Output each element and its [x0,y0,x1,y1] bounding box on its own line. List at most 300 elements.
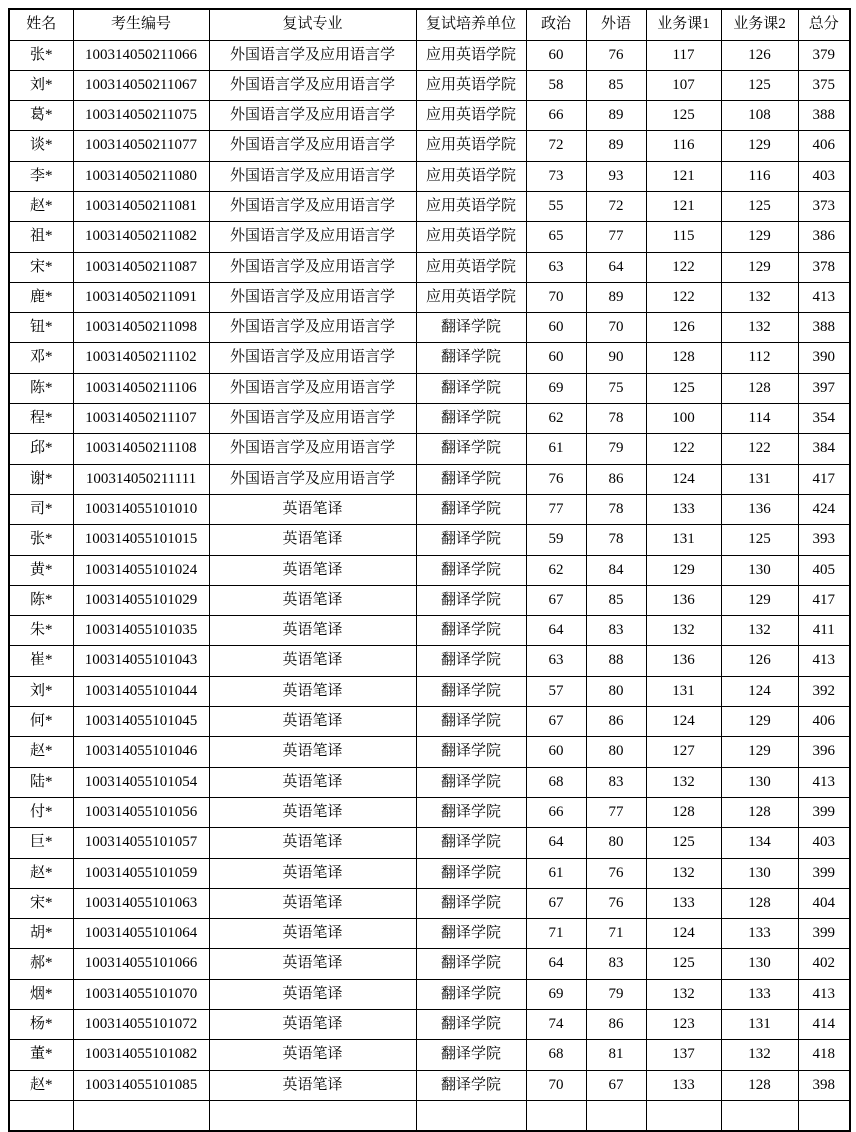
table-cell-total: 399 [798,919,850,949]
table-cell-empty [646,1100,721,1130]
table-row [9,949,850,979]
table-cell-foreign-language: 70 [586,313,646,343]
table-cell-foreign-language: 80 [586,828,646,858]
table-row [9,828,850,858]
table-cell-candidate-id: 100314055101024 [73,555,209,585]
table-row [9,464,850,494]
table-cell-course2: 128 [721,373,798,403]
table-cell-unit: 翻译学院 [416,1010,526,1040]
table-cell-candidate-id: 100314055101059 [73,858,209,888]
table-cell-course1: 129 [646,555,721,585]
table-cell-politics: 74 [526,1010,586,1040]
table-cell-foreign-language: 89 [586,101,646,131]
table-cell-politics: 63 [526,646,586,676]
table-cell-foreign-language: 71 [586,919,646,949]
table-cell-unit: 翻译学院 [416,707,526,737]
table-cell-candidate-id: 100314050211082 [73,222,209,252]
table-cell-major: 外国语言学及应用语言学 [209,282,416,312]
table-cell-course2: 129 [721,707,798,737]
table-cell-name: 黄* [9,555,73,585]
table-cell-candidate-id: 100314055101057 [73,828,209,858]
table-cell-course2: 130 [721,555,798,585]
table-cell-politics: 66 [526,797,586,827]
table-cell-course2: 126 [721,646,798,676]
table-cell-foreign-language: 80 [586,676,646,706]
table-cell-candidate-id: 100314055101070 [73,979,209,1009]
table-cell-foreign-language: 79 [586,979,646,1009]
table-cell-major: 外国语言学及应用语言学 [209,131,416,161]
table-cell-course2: 114 [721,404,798,434]
table-cell-unit: 应用英语学院 [416,40,526,70]
table-cell-unit: 翻译学院 [416,767,526,797]
table-cell-course1: 133 [646,888,721,918]
table-cell-candidate-id: 100314055101045 [73,707,209,737]
table-cell-course1: 124 [646,707,721,737]
table-cell-unit: 翻译学院 [416,828,526,858]
table-cell-candidate-id: 100314055101035 [73,616,209,646]
table-cell-politics: 57 [526,676,586,706]
table-cell-foreign-language: 84 [586,555,646,585]
table-cell-course1: 122 [646,252,721,282]
table-cell-unit: 翻译学院 [416,979,526,1009]
table-cell-course1: 131 [646,525,721,555]
table-cell-candidate-id: 100314055101056 [73,797,209,827]
table-cell-course2: 131 [721,464,798,494]
table-cell-candidate-id: 100314055101064 [73,919,209,949]
table-row [9,101,850,131]
table-cell-name: 赵* [9,1070,73,1100]
table-cell-unit: 翻译学院 [416,494,526,524]
table-cell-course1: 124 [646,919,721,949]
table-cell-name: 谈* [9,131,73,161]
table-cell-politics: 61 [526,434,586,464]
table-cell-total: 403 [798,828,850,858]
table-cell-unit: 应用英语学院 [416,70,526,100]
table-row [9,707,850,737]
table-cell-candidate-id: 100314050211080 [73,161,209,191]
table-cell-name: 谢* [9,464,73,494]
table-cell-name: 付* [9,797,73,827]
table-body [9,40,850,1131]
table-cell-major: 英语笔译 [209,979,416,1009]
table-cell-empty [209,1100,416,1130]
table-cell-course1: 125 [646,101,721,131]
table-cell-course2: 132 [721,282,798,312]
table-cell-total: 398 [798,1070,850,1100]
table-cell-candidate-id: 100314050211102 [73,343,209,373]
table-cell-course2: 132 [721,1040,798,1070]
table-cell-name: 鹿* [9,282,73,312]
table-cell-major: 英语笔译 [209,585,416,615]
table-row [9,494,850,524]
table-cell-course1: 136 [646,585,721,615]
table-row [9,1070,850,1100]
table-row [9,222,850,252]
table-cell-major: 外国语言学及应用语言学 [209,40,416,70]
table-cell-major: 外国语言学及应用语言学 [209,373,416,403]
table-row [9,767,850,797]
table-cell-unit: 翻译学院 [416,919,526,949]
table-cell-major: 外国语言学及应用语言学 [209,222,416,252]
table-cell-empty [586,1100,646,1130]
table-cell-politics: 64 [526,616,586,646]
table-cell-foreign-language: 78 [586,404,646,434]
table-cell-name: 李* [9,161,73,191]
table-row [9,131,850,161]
table-cell-foreign-language: 89 [586,131,646,161]
table-cell-politics: 66 [526,101,586,131]
table-cell-major: 英语笔译 [209,1040,416,1070]
table-cell-unit: 翻译学院 [416,373,526,403]
table-cell-total: 414 [798,1010,850,1040]
table-cell-candidate-id: 100314050211091 [73,282,209,312]
table-cell-politics: 70 [526,1070,586,1100]
table-cell-name: 程* [9,404,73,434]
table-cell-course2: 129 [721,585,798,615]
table-cell-total: 396 [798,737,850,767]
table-cell-total: 390 [798,343,850,373]
table-cell-foreign-language: 90 [586,343,646,373]
column-header-major: 复试专业 [209,9,416,40]
table-cell-unit: 翻译学院 [416,404,526,434]
table-cell-course1: 125 [646,373,721,403]
table-cell-course2: 125 [721,191,798,221]
column-header-course1: 业务课1 [646,9,721,40]
table-row [9,979,850,1009]
table-cell-candidate-id: 100314055101063 [73,888,209,918]
table-cell-course2: 128 [721,888,798,918]
table-cell-course1: 126 [646,313,721,343]
table-cell-foreign-language: 72 [586,191,646,221]
table-row [9,797,850,827]
table-cell-foreign-language: 79 [586,434,646,464]
table-cell-name: 董* [9,1040,73,1070]
table-cell-course2: 125 [721,70,798,100]
table-cell-candidate-id: 100314050211081 [73,191,209,221]
table-cell-course2: 132 [721,616,798,646]
table-row [9,161,850,191]
table-cell-major: 英语笔译 [209,616,416,646]
table-cell-politics: 72 [526,131,586,161]
table-cell-foreign-language: 89 [586,282,646,312]
table-cell-total: 413 [798,282,850,312]
table-cell-total: 393 [798,525,850,555]
table-cell-foreign-language: 86 [586,464,646,494]
table-cell-foreign-language: 86 [586,707,646,737]
table-cell-politics: 55 [526,191,586,221]
table-row [9,676,850,706]
table-cell-total: 417 [798,585,850,615]
table-cell-foreign-language: 77 [586,797,646,827]
table-cell-course2: 125 [721,525,798,555]
table-cell-course2: 129 [721,737,798,767]
table-cell-course1: 121 [646,191,721,221]
table-cell-course1: 132 [646,858,721,888]
table-cell-total: 413 [798,646,850,676]
table-cell-name: 陆* [9,767,73,797]
table-cell-total: 379 [798,40,850,70]
table-cell-candidate-id: 100314050211111 [73,464,209,494]
table-cell-name: 祖* [9,222,73,252]
table-cell-name: 郝* [9,949,73,979]
table-row [9,919,850,949]
table-cell-name: 邓* [9,343,73,373]
table-cell-major: 英语笔译 [209,919,416,949]
table-row [9,404,850,434]
table-cell-name: 巨* [9,828,73,858]
table-cell-unit: 翻译学院 [416,555,526,585]
table-cell-candidate-id: 100314055101015 [73,525,209,555]
column-header-name: 姓名 [9,9,73,40]
table-row [9,585,850,615]
table-cell-course1: 125 [646,949,721,979]
table-cell-total: 386 [798,222,850,252]
table-cell-candidate-id: 100314050211087 [73,252,209,282]
table-cell-course2: 129 [721,252,798,282]
table-cell-unit: 应用英语学院 [416,252,526,282]
table-cell-politics: 61 [526,858,586,888]
table-cell-politics: 77 [526,494,586,524]
table-cell-major: 英语笔译 [209,888,416,918]
table-cell-unit: 翻译学院 [416,888,526,918]
table-cell-course1: 115 [646,222,721,252]
column-header-foreign-language: 外语 [586,9,646,40]
column-header-total: 总分 [798,9,850,40]
table-cell-course2: 130 [721,767,798,797]
table-cell-course2: 128 [721,1070,798,1100]
table-cell-politics: 71 [526,919,586,949]
table-cell-politics: 69 [526,373,586,403]
table-cell-unit: 翻译学院 [416,313,526,343]
table-cell-total: 406 [798,131,850,161]
table-row [9,646,850,676]
table-cell-candidate-id: 100314050211107 [73,404,209,434]
table-cell-major: 外国语言学及应用语言学 [209,404,416,434]
table-cell-name: 陈* [9,373,73,403]
table-cell-foreign-language: 88 [586,646,646,676]
table-cell-course1: 131 [646,676,721,706]
table-cell-politics: 65 [526,222,586,252]
column-header-candidate-id: 考生编号 [73,9,209,40]
table-cell-major: 英语笔译 [209,797,416,827]
table-cell-politics: 69 [526,979,586,1009]
table-cell-unit: 应用英语学院 [416,282,526,312]
table-row [9,434,850,464]
table-cell-course1: 128 [646,797,721,827]
table-cell-name: 陈* [9,585,73,615]
table-cell-unit: 应用英语学院 [416,161,526,191]
table-cell-total: 405 [798,555,850,585]
table-cell-total: 397 [798,373,850,403]
table-cell-foreign-language: 64 [586,252,646,282]
table-cell-politics: 73 [526,161,586,191]
column-header-course2: 业务课2 [721,9,798,40]
table-row [9,616,850,646]
table-cell-candidate-id: 100314055101044 [73,676,209,706]
table-cell-major: 英语笔译 [209,828,416,858]
table-cell-total: 399 [798,858,850,888]
table-cell-course2: 124 [721,676,798,706]
table-row [9,191,850,221]
table-cell-course1: 133 [646,1070,721,1100]
table-cell-foreign-language: 76 [586,40,646,70]
table-cell-course1: 122 [646,282,721,312]
table-cell-politics: 76 [526,464,586,494]
table-cell-major: 英语笔译 [209,494,416,524]
header-row [9,9,850,40]
table-cell-politics: 60 [526,343,586,373]
table-cell-politics: 68 [526,767,586,797]
table-cell-foreign-language: 93 [586,161,646,191]
table-cell-foreign-language: 83 [586,949,646,979]
table-cell-course1: 124 [646,464,721,494]
table-cell-course2: 112 [721,343,798,373]
table-cell-course2: 108 [721,101,798,131]
table-cell-name: 司* [9,494,73,524]
table-cell-politics: 60 [526,313,586,343]
table-row [9,313,850,343]
table-cell-course1: 125 [646,828,721,858]
table-row [9,555,850,585]
table-cell-total: 378 [798,252,850,282]
table-cell-total: 388 [798,101,850,131]
table-cell-total: 403 [798,161,850,191]
table-cell-foreign-language: 85 [586,585,646,615]
table-cell-total: 404 [798,888,850,918]
table-cell-politics: 62 [526,404,586,434]
table-cell-candidate-id: 100314055101054 [73,767,209,797]
table-cell-major: 外国语言学及应用语言学 [209,70,416,100]
table-cell-candidate-id: 100314055101066 [73,949,209,979]
table-cell-course2: 130 [721,858,798,888]
table-cell-politics: 64 [526,949,586,979]
table-row [9,1040,850,1070]
table-cell-name: 烟* [9,979,73,1009]
table-cell-politics: 67 [526,707,586,737]
table-head [9,9,850,40]
table-cell-politics: 70 [526,282,586,312]
table-cell-unit: 翻译学院 [416,676,526,706]
table-cell-course1: 132 [646,979,721,1009]
table-row [9,373,850,403]
table-cell-foreign-language: 83 [586,767,646,797]
table-cell-major: 外国语言学及应用语言学 [209,434,416,464]
table-cell-course2: 136 [721,494,798,524]
table-cell-course2: 129 [721,222,798,252]
table-cell-total: 384 [798,434,850,464]
table-cell-course1: 132 [646,616,721,646]
table-cell-empty [798,1100,850,1130]
table-cell-course1: 136 [646,646,721,676]
table-cell-politics: 59 [526,525,586,555]
table-cell-total: 424 [798,494,850,524]
table-cell-foreign-language: 77 [586,222,646,252]
table-cell-candidate-id: 100314055101046 [73,737,209,767]
table-cell-candidate-id: 100314050211077 [73,131,209,161]
table-cell-course1: 117 [646,40,721,70]
table-cell-candidate-id: 100314050211108 [73,434,209,464]
table-cell-foreign-language: 78 [586,494,646,524]
table-cell-unit: 翻译学院 [416,464,526,494]
table-cell-name: 崔* [9,646,73,676]
table-cell-foreign-language: 85 [586,70,646,100]
table-row [9,70,850,100]
table-cell-unit: 翻译学院 [416,646,526,676]
table-cell-foreign-language: 67 [586,1070,646,1100]
table-cell-total: 406 [798,707,850,737]
table-cell-foreign-language: 80 [586,737,646,767]
table-cell-course2: 130 [721,949,798,979]
table-cell-name: 赵* [9,737,73,767]
table-cell-unit: 翻译学院 [416,585,526,615]
table-cell-empty [73,1100,209,1130]
table-cell-candidate-id: 100314055101029 [73,585,209,615]
table-cell-candidate-id: 100314050211106 [73,373,209,403]
table-cell-name: 刘* [9,70,73,100]
table-cell-unit: 翻译学院 [416,737,526,767]
table-row [9,252,850,282]
table-cell-candidate-id: 100314050211098 [73,313,209,343]
table-cell-major: 外国语言学及应用语言学 [209,252,416,282]
table-cell-politics: 64 [526,828,586,858]
table-cell-major: 外国语言学及应用语言学 [209,464,416,494]
table-row [9,1010,850,1040]
table-cell-empty [721,1100,798,1130]
table-row [9,888,850,918]
table-cell-name: 胡* [9,919,73,949]
table-cell-major: 英语笔译 [209,1010,416,1040]
table-cell-total: 413 [798,767,850,797]
table-cell-politics: 63 [526,252,586,282]
table-cell-course1: 133 [646,494,721,524]
table-cell-foreign-language: 76 [586,888,646,918]
table-cell-total: 413 [798,979,850,1009]
table-row [9,282,850,312]
table-row [9,525,850,555]
admission-score-table [8,8,851,1132]
table-cell-politics: 68 [526,1040,586,1070]
table-cell-unit: 应用英语学院 [416,191,526,221]
table-cell-unit: 应用英语学院 [416,101,526,131]
table-row [9,40,850,70]
table-row [9,343,850,373]
table-cell-course1: 123 [646,1010,721,1040]
table-cell-name: 钮* [9,313,73,343]
table-cell-unit: 翻译学院 [416,616,526,646]
column-header-unit: 复试培养单位 [416,9,526,40]
table-cell-name: 邱* [9,434,73,464]
table-cell-course2: 132 [721,313,798,343]
table-cell-course1: 121 [646,161,721,191]
table-cell-unit: 应用英语学院 [416,131,526,161]
column-header-politics: 政治 [526,9,586,40]
table-cell-foreign-language: 81 [586,1040,646,1070]
table-cell-candidate-id: 100314055101072 [73,1010,209,1040]
table-cell-foreign-language: 78 [586,525,646,555]
table-cell-total: 417 [798,464,850,494]
table-cell-name: 何* [9,707,73,737]
table-cell-major: 英语笔译 [209,646,416,676]
table-cell-politics: 62 [526,555,586,585]
table-cell-unit: 翻译学院 [416,858,526,888]
table-cell-major: 英语笔译 [209,767,416,797]
table-cell-total: 373 [798,191,850,221]
table-cell-course2: 116 [721,161,798,191]
table-cell-politics: 60 [526,737,586,767]
table-cell-course2: 126 [721,40,798,70]
table-row [9,858,850,888]
table-cell-politics: 58 [526,70,586,100]
